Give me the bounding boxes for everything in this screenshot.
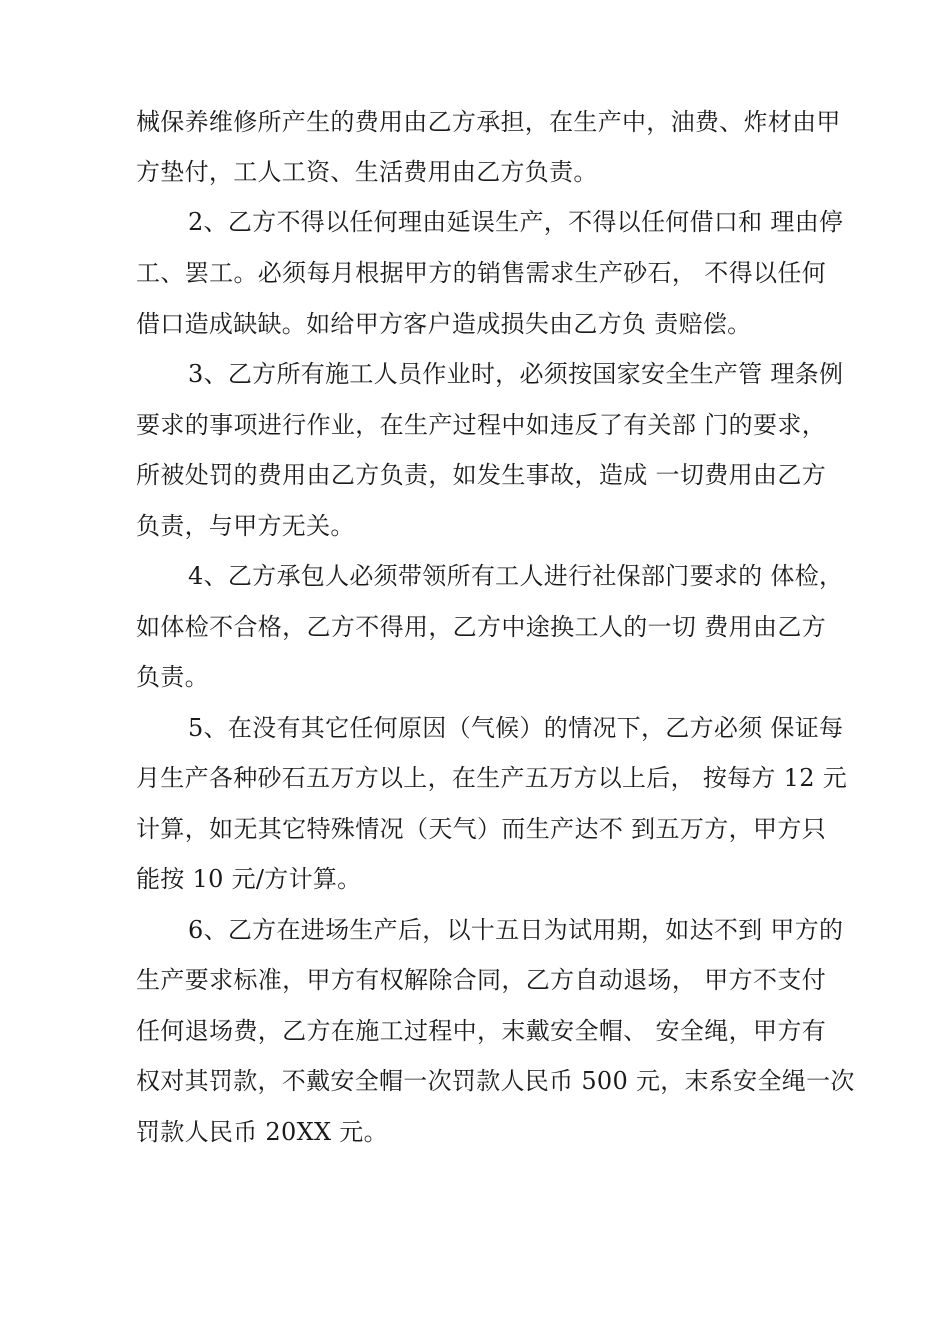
text-line: 任何退场费，乙方在施工过程中，末戴安全帽、 安全绳，甲方有 [136, 1017, 826, 1045]
text-line: 计算，如无其它特殊情况（天气）而生产达不 到五万方，甲方只 [136, 815, 826, 843]
text-line: 能按 10 元/方计算。 [136, 865, 362, 893]
text-line: 如体检不合格，乙方不得用，乙方中途换工人的一切 费用由乙方 [136, 613, 826, 641]
text-line: 生产要求标准，甲方有权解除合同，乙方自动退场， 甲方不支付 [136, 966, 826, 994]
text-line: 月生产各种砂石五万方以上，在生产五万方以上后， 按每方 12 元 [136, 764, 848, 792]
text-line: 工、罢工。必须每月根据甲方的销售需求生产砂石， 不得以任何 [136, 259, 826, 287]
text-line: 负责，与甲方无关。 [136, 512, 355, 540]
text-line: 权对其罚款，不戴安全帽一次罚款人民币 500 元，末系安全绳一次 [136, 1067, 855, 1095]
paragraph-4-start: 4、乙方承包人必须带领所有工人进行社保部门要求的 体检， [188, 562, 844, 590]
text-line: 罚款人民币 20XX 元。 [136, 1118, 388, 1146]
paragraph-3-start: 3、乙方所有施工人员作业时，必须按国家安全生产管 理条例 [188, 360, 844, 388]
paragraph-6-start: 6、乙方在进场生产后，以十五日为试用期，如达不到 甲方的 [188, 916, 844, 944]
text-line: 方垫付，工人工资、生活费用由乙方负责。 [136, 158, 598, 186]
text-line: 要求的事项进行作业，在生产过程中如违反了有关部 门的要求， [136, 411, 826, 439]
text-line: 负责。 [136, 663, 209, 691]
text-line: 械保养维修所产生的费用由乙方承担，在生产中，油费、炸材由甲 [136, 108, 841, 136]
paragraph-2-start: 2、乙方不得以任何理由延误生产，不得以任何借口和 理由停 [188, 208, 844, 236]
paragraph-5-start: 5、在没有其它任何原因（气候）的情况下，乙方必须 保证每 [188, 714, 844, 742]
text-line: 所被处罚的费用由乙方负责，如发生事故，造成 一切费用由乙方 [136, 461, 826, 489]
text-line: 借口造成缺缺。如给甲方客户造成损失由乙方负 责赔偿。 [136, 310, 752, 338]
